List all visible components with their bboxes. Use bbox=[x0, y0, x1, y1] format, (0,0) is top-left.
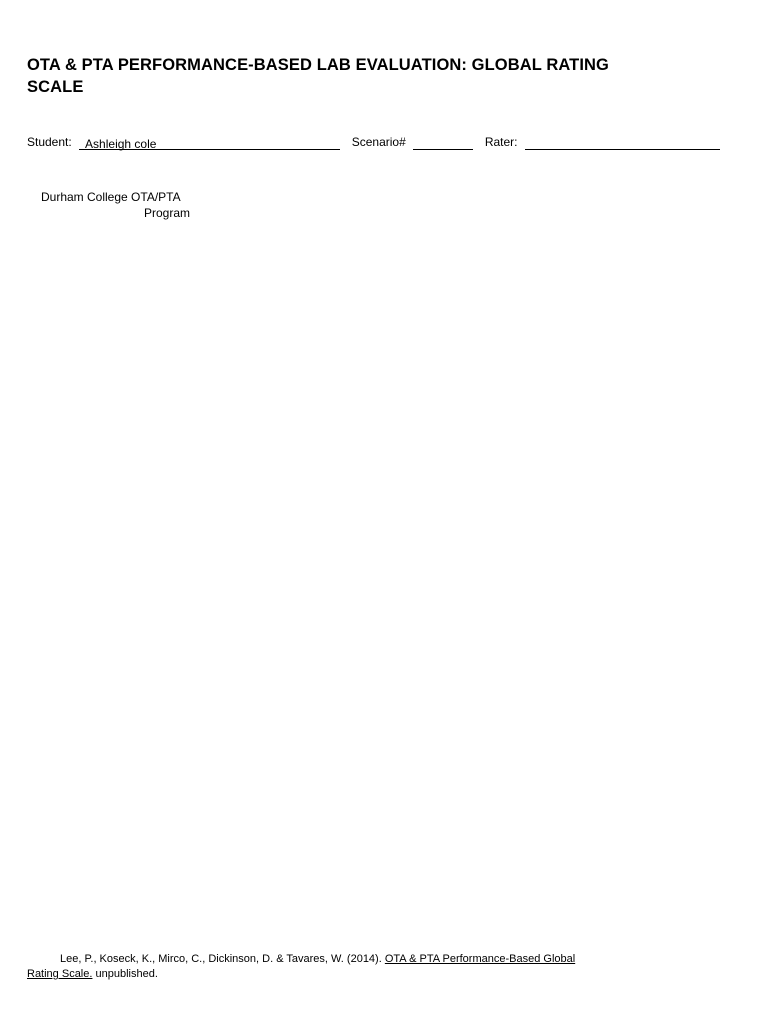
student-name-field[interactable]: Ashleigh cole bbox=[79, 136, 340, 150]
evaluation-header-fields bbox=[27, 134, 720, 150]
program-name-line-1: Durham College OTA/PTA bbox=[41, 190, 181, 204]
citation-authors: Lee, P., Koseck, K., Mirco, C., Dickinson, D. & Tavares, W. (2014). bbox=[60, 953, 382, 965]
program-name-line-2: Program bbox=[143, 206, 190, 220]
rater-label: Rater: bbox=[484, 135, 518, 149]
scenario-number-field[interactable] bbox=[413, 135, 473, 150]
document-title-line-1: OTA & PTA PERFORMANCE-BASED LAB EVALUATION: GLOBAL RATING bbox=[27, 56, 609, 74]
citation-title-part-2: Rating Scale. bbox=[27, 968, 93, 980]
citation-suffix: unpublished. bbox=[95, 968, 158, 980]
program-name bbox=[41, 189, 190, 221]
citation-footer bbox=[27, 952, 627, 982]
student-label: Student: bbox=[27, 135, 72, 149]
scenario-label: Scenario# bbox=[351, 135, 406, 149]
document-title bbox=[27, 54, 727, 98]
rater-name-field[interactable] bbox=[525, 135, 720, 150]
document-title-line-2: SCALE bbox=[27, 78, 84, 96]
citation-title-part-1: OTA & PTA Performance-Based Global bbox=[384, 953, 576, 965]
